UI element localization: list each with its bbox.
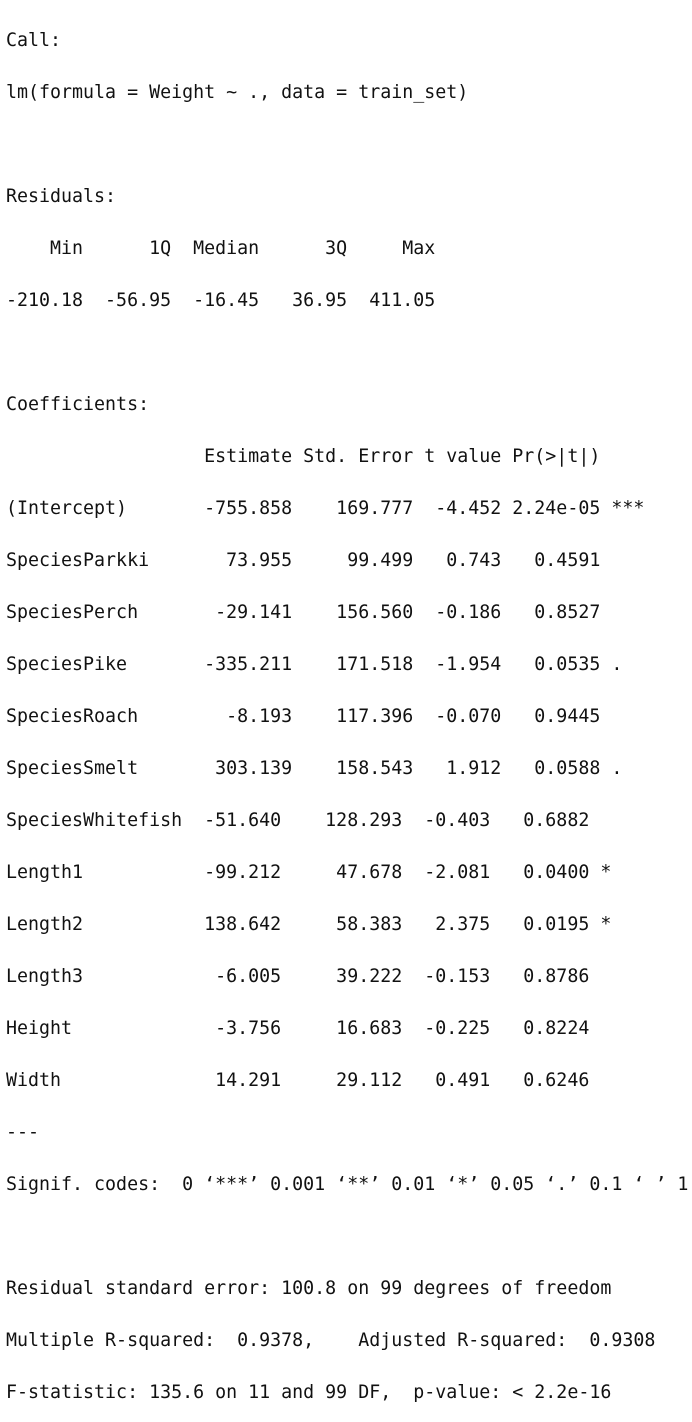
call-header: Call: [6,30,62,51]
coefficient-row-species-parkki: SpeciesParkki 73.955 99.499 0.743 0.4591 [6,550,645,571]
coefficient-row-species-pike: SpeciesPike -335.211 171.518 -1.954 0.0535 . [6,654,645,675]
blank-line [6,1224,692,1250]
blank-line [6,340,692,366]
coefficients-header: Coefficients: [6,394,150,415]
f-statistic-line: F-statistic: 135.6 on 11 and 99 DF, p-value: < 2.2e-16 [6,1382,612,1403]
coefficient-row-length3: Length3 -6.005 39.222 -0.153 0.8786 [6,966,634,987]
coefficient-row-length1: Length1 -99.212 47.678 -2.081 0.0400 * [6,862,634,883]
coefficient-row-intercept: (Intercept) -755.858 169.777 -4.452 2.24e-05 *** [6,498,645,519]
call-formula: lm(formula = Weight ~ ., data = train_set) [6,82,469,103]
coefficient-row-length2: Length2 138.642 58.383 2.375 0.0195 * [6,914,634,935]
coefficient-row-height: Height -3.756 16.683 -0.225 0.8224 [6,1018,634,1039]
residuals-labels: Min 1Q Median 3Q Max [6,238,447,259]
coefficient-row-width: Width 14.291 29.112 0.491 0.6246 [6,1070,634,1091]
residual-standard-error: Residual standard error: 100.8 on 99 degrees of freedom [6,1278,612,1299]
coefficient-row-species-perch: SpeciesPerch -29.141 156.560 -0.186 0.8527 [6,602,645,623]
coefficient-row-species-roach: SpeciesRoach -8.193 117.396 -0.070 0.9445 [6,706,645,727]
signif-codes-legend: Signif. codes: 0 ‘***’ 0.001 ‘**’ 0.01 ‘*’ 0.05 ‘.’ 0.1 ‘ ’ 1 [6,1174,689,1195]
coefficient-row-species-whitefish: SpeciesWhitefish -51.640 128.293 -0.403 0.6882 [6,810,634,831]
residuals-header: Residuals: [6,186,117,207]
residuals-values: -210.18 -56.95 -16.45 36.95 411.05 [6,290,447,311]
coefficients-column-headers: Estimate Std. Error t value Pr(>|t|) [6,446,645,467]
r-squared-line: Multiple R-squared: 0.9378, Adjusted R-squared: 0.9308 [6,1330,667,1351]
blank-line [6,132,692,158]
separator: --- [6,1122,40,1143]
coefficient-row-species-smelt: SpeciesSmelt 303.139 158.543 1.912 0.0588 . [6,758,645,779]
